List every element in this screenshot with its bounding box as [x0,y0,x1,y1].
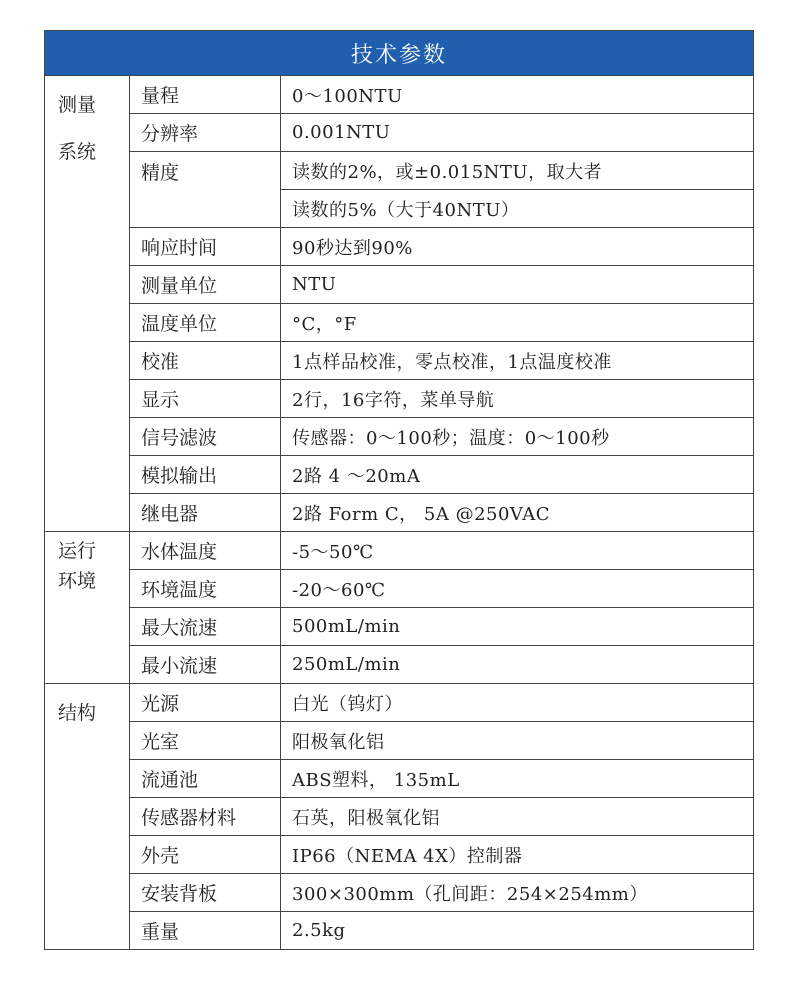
table-row [45,266,754,304]
param-value: 2路 Form C， 5A @250VAC [281,494,754,532]
param-value: 90秒达到90% [281,228,754,266]
param-value: -5～50℃ [281,532,754,570]
param-value: 白光（钨灯） [281,684,754,722]
param-value: 2路 4 ～20mA [281,456,754,494]
param-label: 量程 [130,76,281,114]
table-row [45,836,754,874]
group-name-line: 系统 [58,141,97,163]
table-row [45,646,754,684]
param-value: 读数的2%，或±0.015NTU，取大者 [281,152,754,190]
table-row [45,456,754,494]
param-value: 石英，阳极氧化铝 [281,798,754,836]
param-label: 光源 [130,684,281,722]
param-label: 最小流速 [130,646,281,684]
group-name-line: 测量 [58,94,97,116]
param-label: 传感器材料 [130,798,281,836]
table-row [45,304,754,342]
table-title: 技术参数 [45,31,754,76]
param-value: IP66（NEMA 4X）控制器 [281,836,754,874]
param-label: 外壳 [130,836,281,874]
param-label: 信号滤波 [130,418,281,456]
param-label: 模拟输出 [130,456,281,494]
param-label: 精度 [130,152,281,228]
param-label: 测量单位 [130,266,281,304]
param-label: 响应时间 [130,228,281,266]
table-row [45,570,754,608]
param-value: 读数的5%（大于40NTU） [281,190,754,228]
param-value: 2行，16字符，菜单导航 [281,380,754,418]
param-value: ABS塑料， 135mL [281,760,754,798]
table-row [45,608,754,646]
param-value: 300×300mm（孔间距：254×254mm） [281,874,754,912]
param-label: 显示 [130,380,281,418]
param-label: 环境温度 [130,570,281,608]
param-label: 重量 [130,912,281,950]
param-value: °C，°F [281,304,754,342]
param-label: 流通池 [130,760,281,798]
param-value: 0～100NTU [281,76,754,114]
table-row [45,76,754,114]
group-name-line: 环境 [58,570,97,592]
param-label: 水体温度 [130,532,281,570]
param-label: 分辨率 [130,114,281,152]
table-row [45,380,754,418]
param-value: 2.5kg [281,912,754,950]
table-row [45,722,754,760]
param-label: 继电器 [130,494,281,532]
param-value: NTU [281,266,754,304]
table-row [45,874,754,912]
param-label: 校准 [130,342,281,380]
param-label: 最大流速 [130,608,281,646]
table-row [45,760,754,798]
param-label: 光室 [130,722,281,760]
spec-table [44,30,754,950]
table-row [45,152,754,190]
param-value: 传感器：0～100秒；温度：0～100秒 [281,418,754,456]
param-value: 1点样品校准，零点校准，1点温度校准 [281,342,754,380]
param-value: 250mL/min [281,646,754,684]
spec-body [45,76,754,950]
param-label: 安装背板 [130,874,281,912]
param-value: 0.001NTU [281,114,754,152]
table-row [45,912,754,950]
param-label: 温度单位 [130,304,281,342]
table-row [45,684,754,722]
param-value: 500mL/min [281,608,754,646]
table-row [45,418,754,456]
group-name [45,76,130,532]
param-value: -20～60℃ [281,570,754,608]
group-name [45,684,130,950]
table-row [45,532,754,570]
table-row [45,114,754,152]
group-name [45,532,130,684]
group-name-line: 结构 [58,702,97,724]
param-value: 阳极氧化铝 [281,722,754,760]
table-row [45,494,754,532]
table-row [45,228,754,266]
group-name-line: 运行 [58,540,97,562]
table-row [45,798,754,836]
table-row [45,342,754,380]
